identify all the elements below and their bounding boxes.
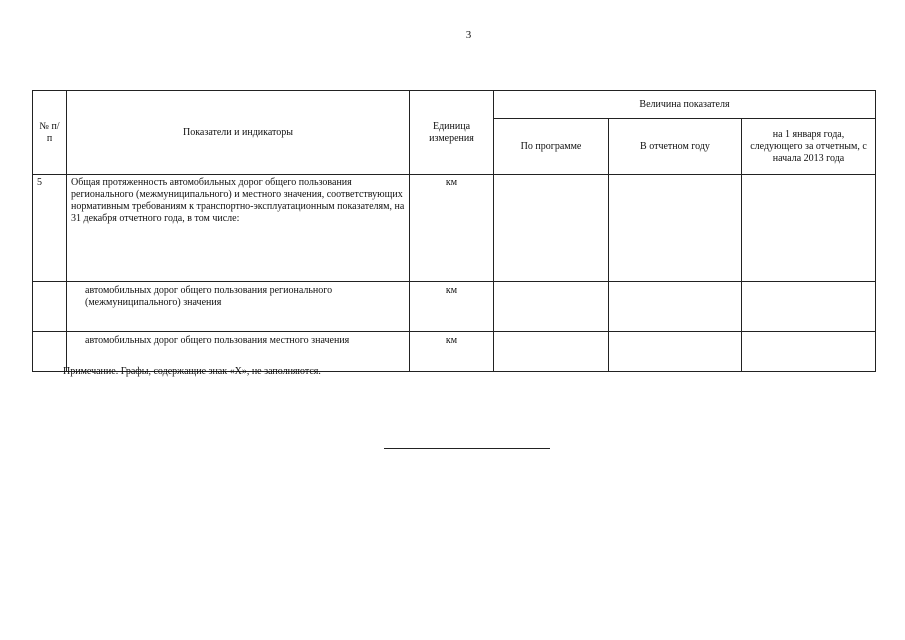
header-num: № п/п — [33, 91, 67, 175]
page-number: 3 — [465, 29, 472, 41]
row-num — [33, 282, 67, 332]
cell-by-program[interactable] — [494, 332, 609, 372]
indicators-table — [32, 90, 876, 372]
header-by-program: По программе — [494, 119, 609, 175]
table-note: Примечание. Графы, содержащие знак «Х», не заполняются. — [63, 366, 321, 377]
table-row — [33, 282, 876, 332]
row-indicator: Общая протяженность автомобильных дорог общего пользования регионального (межмуниципального) и местного значения, соответствующих нормативным требованиям к транспортно-эксплуатационным показателям, на 31 декабря отчетного года, в том числе: — [67, 175, 410, 282]
header-indicators: Показатели и индикаторы — [67, 91, 410, 175]
cell-by-program[interactable] — [494, 175, 609, 282]
header-unit: Единица измерения — [410, 91, 494, 175]
row-unit: км — [410, 175, 494, 282]
cell-reporting-year[interactable] — [609, 175, 742, 282]
cell-reporting-year[interactable] — [609, 282, 742, 332]
header-reporting-year: В отчетном году — [609, 119, 742, 175]
cell-since-2013[interactable] — [742, 282, 876, 332]
row-unit: км — [410, 332, 494, 372]
table-row — [33, 175, 876, 282]
cell-since-2013[interactable] — [742, 175, 876, 282]
separator-line — [384, 448, 550, 449]
row-indicator: автомобильных дорог общего пользования местного значения — [67, 332, 410, 372]
row-num: 5 — [33, 175, 67, 282]
header-since-2013: на 1 января года, следующего за отчетным, с начала 2013 года — [742, 119, 876, 175]
cell-since-2013[interactable] — [742, 332, 876, 372]
row-indicator: автомобильных дорог общего пользования регионального (межмуниципального) значения — [67, 282, 410, 332]
header-value-group: Величина показателя — [494, 91, 876, 119]
cell-by-program[interactable] — [494, 282, 609, 332]
cell-reporting-year[interactable] — [609, 332, 742, 372]
row-num — [33, 332, 67, 372]
row-unit: км — [410, 282, 494, 332]
